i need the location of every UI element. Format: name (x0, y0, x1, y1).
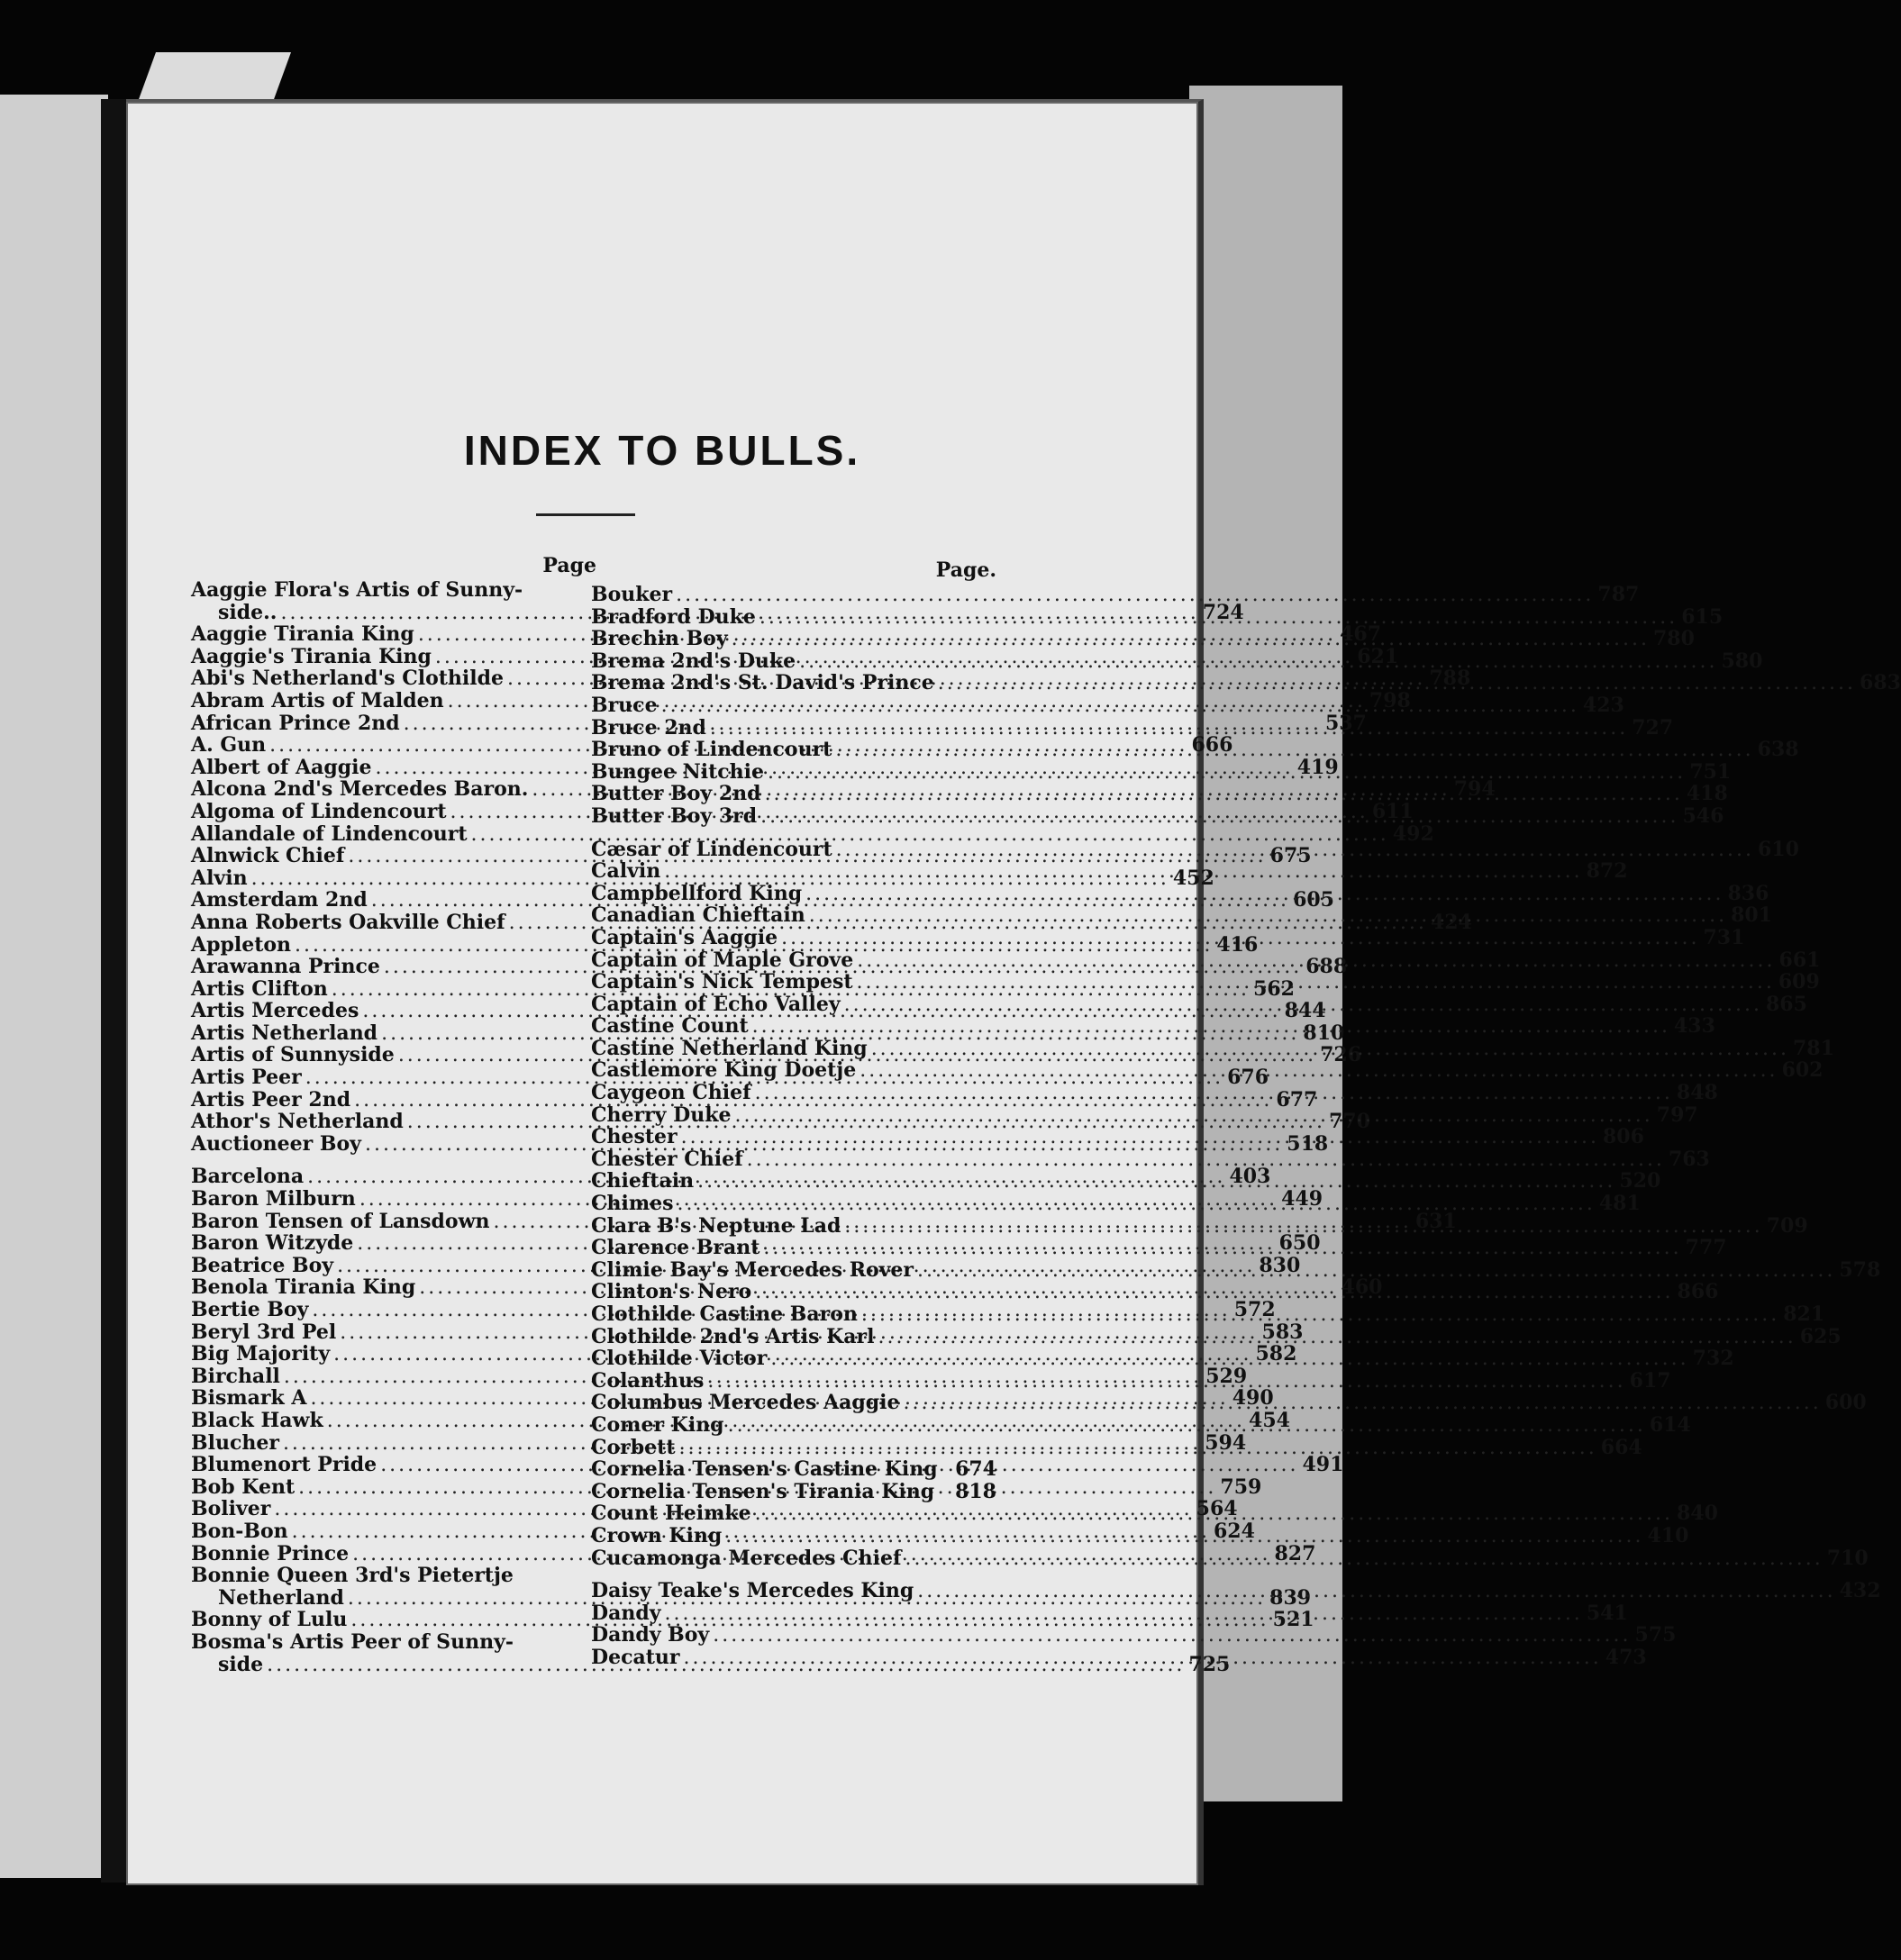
leader-dots (755, 1503, 1673, 1526)
entry-name: Alnwick Chief (191, 844, 345, 868)
leader-dots (760, 806, 1678, 829)
entry-name: Bouker (591, 583, 673, 606)
entry-page-number: 836 (1727, 881, 1769, 905)
entry-name: Bonnie Queen 3rd's Pietertje (191, 1564, 514, 1588)
entry-name: side.. (218, 600, 277, 624)
entry-page-number: 709 (1766, 1213, 1808, 1238)
entry-page-number: 675 (1269, 844, 1312, 868)
leader-dots (665, 1603, 1583, 1626)
leader-dots (707, 1371, 1625, 1393)
entry-name: Dandy Boy (591, 1623, 710, 1647)
entry-name: Artis Mercedes (191, 999, 359, 1023)
entry-name: Allandale of Lindencourt (191, 821, 468, 846)
index-entry (591, 1458, 996, 1481)
leader-dots (917, 1260, 1835, 1283)
leader-dots (770, 1348, 1688, 1371)
entry-page-number: 724 (1202, 600, 1244, 624)
entry-name: Chieftain (591, 1169, 695, 1193)
index-entry (191, 579, 596, 602)
entry-page-number: 473 (1605, 1645, 1647, 1669)
entry-name: Bon-Bon (191, 1519, 288, 1543)
entry-name: Auctioneer Boy (191, 1131, 361, 1156)
entry-page-number: 866 (1677, 1280, 1719, 1304)
index-entry (191, 1631, 596, 1654)
leader-dots (809, 905, 1727, 928)
leader-dots (683, 1647, 1601, 1670)
entry-page-number: 763 (1668, 1147, 1710, 1171)
leader-dots (734, 1105, 1652, 1128)
book-page (126, 99, 1901, 1885)
entry-page-number: 821 (1783, 1302, 1825, 1326)
entry-name: Birchall (191, 1364, 280, 1388)
leader-dots (860, 1060, 1778, 1083)
leader-dots (732, 629, 1650, 651)
entry-name: Climie Bay's Mercedes Rover (591, 1257, 914, 1282)
entry-name: Castlemore King Doetje (591, 1058, 857, 1083)
entry-name: Chimes (591, 1192, 674, 1216)
entry-name: Beryl 3rd Pel (191, 1320, 337, 1344)
leader-dots (917, 1581, 1835, 1603)
entry-page-number: 520 (1619, 1169, 1661, 1193)
leader-dots (747, 1149, 1665, 1172)
entry-name: Columbus Mercedes Aaggie (591, 1391, 900, 1415)
entry-page-number: 492 (1392, 821, 1434, 846)
leader-dots (844, 1216, 1762, 1239)
entry-name: Baron Witzyde (191, 1231, 354, 1256)
entry-name: Bruno of Lindencourt (591, 738, 832, 762)
entry-page-number: 518 (1287, 1131, 1329, 1156)
leader-dots (755, 1282, 1673, 1304)
leader-dots (661, 695, 1579, 718)
leader-dots (697, 1171, 1615, 1193)
entry-name: Aaggie's Tirania King (191, 644, 432, 668)
index-entry (591, 583, 1640, 606)
page-column-header: Page (542, 554, 596, 577)
entry-name: Alcona 2nd's Mercedes Baron. (191, 777, 529, 802)
entry-page-number: 617 (1629, 1368, 1671, 1393)
leader-dots (857, 972, 1775, 994)
entry-name: Chester (591, 1125, 678, 1149)
entry-page-number: 605 (1293, 888, 1334, 912)
entry-page-number: 661 (1778, 948, 1821, 972)
entry-name: Captain's Aaggie (591, 925, 778, 949)
leader-dots (676, 585, 1594, 607)
entry-page-number: 418 (1686, 782, 1728, 806)
entry-page-number: 731 (1703, 925, 1745, 949)
entry-name: Castine Count (591, 1014, 749, 1039)
entry-page-number: 611 (1371, 799, 1414, 823)
entry-page-number: 452 (1172, 866, 1214, 890)
leader-dots (678, 1438, 1596, 1460)
leader-dots (781, 928, 1699, 950)
entry-name: Bungee Nitchie (591, 759, 764, 784)
entry-name: Butter Boy 3rd (591, 803, 758, 828)
entry-name: Black Hawk (191, 1408, 323, 1432)
entry-page-number: 759 (1220, 1475, 1262, 1499)
entry-name: Cherry Duke (591, 1102, 732, 1127)
entry-name: Captain's Nick Tempest (591, 970, 853, 994)
entry-name: Amsterdam 2nd (191, 888, 368, 912)
entry-page-number: 806 (1602, 1125, 1644, 1149)
leader-dots (857, 950, 1775, 973)
entry-page-number: 575 (1634, 1623, 1677, 1647)
entry-page-number: 537 (1324, 711, 1367, 735)
entry-page-number: 725 (1188, 1652, 1231, 1676)
entry-page-number: 624 (1213, 1519, 1255, 1543)
entry-name: Cæsar of Lindencourt (591, 837, 832, 861)
entry-page-number: 780 (1652, 627, 1695, 651)
entry-page-number: 798 (1369, 688, 1411, 712)
entry-page-number: 621 (1357, 644, 1399, 668)
entry-name: Baron Tensen of Lansdown (191, 1209, 490, 1233)
entry-page-number: 777 (1685, 1236, 1727, 1260)
entry-name: Clothilde Castine Baron (591, 1302, 858, 1326)
entry-name: Calvin (591, 859, 661, 884)
entry-page-number: 650 (1278, 1231, 1321, 1256)
leader-dots (664, 861, 1582, 884)
leader-dots (903, 1393, 1821, 1415)
leader-dots (805, 884, 1724, 906)
entry-page-number: 410 (1647, 1523, 1689, 1547)
entry-name: Caygeon Chief (591, 1081, 751, 1105)
entry-name: Cornelia Tensen's Castine King (591, 1457, 938, 1482)
index-entry (591, 1623, 1677, 1647)
entry-name: Corbett (591, 1435, 676, 1459)
entry-name: Artis of Sunnyside (191, 1043, 395, 1067)
entry-page-number: 454 (1249, 1408, 1290, 1432)
entry-name: Clara B's Neptune Lad (591, 1213, 841, 1238)
entry-page-number: 433 (1673, 1014, 1715, 1039)
entry-name: Abi's Netherland's Clothilde (191, 667, 505, 691)
entry-page-number: 770 (1329, 1110, 1370, 1134)
entry-page-number: 625 (1799, 1324, 1842, 1348)
entry-name: Clothilde Victor (591, 1347, 768, 1371)
entry-page-number: 481 (1598, 1192, 1641, 1216)
entry-page-number: 676 (1227, 1066, 1269, 1090)
entry-page-number: 674 (955, 1457, 996, 1482)
entry-page-number: 818 (955, 1479, 996, 1503)
entry-page-number: 423 (1582, 693, 1624, 717)
entry-page-number: 666 (1191, 733, 1233, 758)
entry-page-number: 683 (1860, 671, 1901, 695)
entry-name: Brechin Boy (591, 627, 728, 651)
entry-page-number: 594 (1205, 1430, 1247, 1455)
entry-page-number: 546 (1682, 803, 1724, 828)
entry-name: Baron Milburn (191, 1187, 356, 1211)
entry-page-number: 416 (1216, 932, 1259, 957)
entry-page-number: 449 (1281, 1187, 1323, 1211)
leader-dots (728, 1415, 1646, 1438)
entry-page-number: 614 (1649, 1412, 1691, 1437)
entry-name: Bertie Boy (191, 1298, 309, 1321)
leader-dots (768, 762, 1686, 785)
entry-page-number: 424 (1430, 910, 1472, 934)
entry-page-number: 432 (1839, 1579, 1881, 1603)
entry-page-number: 562 (1253, 976, 1295, 1001)
entry-name: Netherland (218, 1585, 344, 1610)
entry-page-number: 580 (1721, 649, 1763, 673)
entry-name: Daisy Teake's Mercedes King (591, 1579, 914, 1603)
facing-page (0, 95, 108, 1878)
entry-name: Bob Kent (191, 1475, 296, 1499)
leader-dots (725, 1526, 1643, 1548)
entry-name: Benola Tirania King (191, 1275, 416, 1300)
entry-page-number: 564 (1196, 1497, 1238, 1521)
entry-name: Colanthus (591, 1368, 705, 1393)
entry-name: Dandy (591, 1601, 661, 1625)
leader-dots (844, 994, 1762, 1017)
entry-name: Clarence Brant (591, 1236, 760, 1260)
entry-name: Algoma of Lindencourt (191, 799, 447, 823)
entry-name: Big Majority (191, 1342, 331, 1366)
entry-name: Captain of Maple Grove (591, 948, 854, 972)
entry-page-number: 600 (1824, 1391, 1867, 1415)
entry-name: Brema 2nd's St. David's Prince (591, 671, 934, 695)
entry-page-number: 677 (1276, 1087, 1318, 1112)
entry-name: Blucher (191, 1430, 279, 1455)
entry-name: Count Heimke (591, 1502, 751, 1526)
leader-dots (710, 718, 1628, 740)
entry-name: side (218, 1652, 264, 1676)
leader-dots (763, 1238, 1681, 1260)
entry-page-number: 844 (1284, 999, 1326, 1023)
entry-name: African Prince 2nd (191, 711, 400, 735)
entry-page-number: 583 (1261, 1320, 1304, 1344)
leader-dots (836, 839, 1754, 862)
entry-name: Crown King (591, 1523, 723, 1547)
index-entry (591, 1481, 996, 1503)
entry-name: Arawanna Prince (191, 955, 380, 979)
page-title: INDEX TO BULLS. (463, 427, 861, 474)
entry-page-number: 609 (1778, 970, 1820, 994)
entry-page-number: 865 (1765, 992, 1807, 1016)
entry-name: Blumenort Pride (191, 1453, 377, 1477)
entry-page-number: 827 (1274, 1541, 1316, 1565)
entry-name: Appleton (191, 932, 292, 957)
entry-name: Clothilde 2nd's Artis Karl (591, 1324, 875, 1348)
leader-dots (759, 607, 1678, 630)
entry-page-number: 541 (1586, 1601, 1628, 1625)
entry-page-number: 582 (1255, 1342, 1297, 1366)
entry-page-number: 872 (1586, 859, 1628, 884)
leader-dots (861, 1304, 1779, 1327)
entry-name: Bosma's Artis Peer of Sunny- (191, 1629, 514, 1654)
leader-dots (799, 651, 1717, 674)
entry-name: Brema 2nd's Duke (591, 649, 796, 673)
entry-page-number: 610 (1757, 837, 1799, 861)
entry-name: Butter Boy 2nd (591, 782, 761, 806)
entry-page-number: 781 (1793, 1036, 1834, 1060)
entry-name: Alvin (191, 866, 248, 890)
entry-name: Artis Clifton (191, 976, 328, 1001)
leader-dots (835, 740, 1753, 762)
entry-page-number: 572 (1233, 1298, 1276, 1321)
entry-page-number: 419 (1296, 755, 1339, 779)
index-entry (591, 1147, 1710, 1171)
entry-page-number: 490 (1232, 1386, 1274, 1411)
entry-page-number: 688 (1305, 955, 1348, 979)
leader-dots (678, 1193, 1596, 1216)
entry-page-number: 631 (1414, 1209, 1457, 1233)
entry-name: Albert of Aaggie (191, 755, 372, 779)
entry-page-number: 797 (1656, 1102, 1698, 1127)
entry-name: Captain of Echo Valley (591, 992, 841, 1016)
entry-name: Anna Roberts Oakville Chief (191, 910, 505, 934)
entry-name: Artis Peer (191, 1066, 302, 1090)
entry-page-number: 810 (1303, 1021, 1345, 1045)
entry-name: Chester Chief (591, 1147, 743, 1171)
entry-name: Canadian Chieftain (591, 903, 805, 928)
entry-page-number: 615 (1681, 604, 1724, 629)
entry-name: Artis Peer 2nd (191, 1087, 351, 1112)
entry-name: Cucamonga Mercedes Chief (591, 1546, 902, 1570)
entry-page-number: 848 (1676, 1081, 1718, 1105)
leader-dots (871, 1039, 1789, 1061)
entry-name: Aaggie Flora's Artis of Sunny- (191, 578, 523, 602)
entry-page-number: 801 (1731, 903, 1773, 928)
entry-page-number: 839 (1269, 1585, 1312, 1610)
entry-name: Decatur (591, 1645, 680, 1669)
entry-page-number: 521 (1272, 1608, 1314, 1632)
entry-name: Bismark A (191, 1386, 307, 1411)
entry-page-number: 529 (1205, 1364, 1248, 1388)
entry-name: Bruce (591, 693, 658, 717)
entry-name: Bonnie Prince (191, 1541, 350, 1565)
entry-name: Bonny of Lulu (191, 1608, 348, 1632)
entry-name: Beatrice Boy (191, 1253, 334, 1277)
leader-dots (713, 1625, 1631, 1647)
entry-name: Barcelona (191, 1165, 305, 1189)
entry-page-number: 726 (1320, 1043, 1362, 1067)
leader-dots (681, 1127, 1599, 1149)
entry-page-number: 830 (1259, 1253, 1301, 1277)
entry-page-number: 794 (1453, 777, 1496, 802)
entry-name: Boliver (191, 1497, 271, 1521)
leader-dots (755, 1083, 1673, 1105)
entry-page-number: 751 (1689, 759, 1732, 784)
entry-name: A. Gun (191, 733, 267, 758)
leader-dots (938, 673, 1856, 695)
entry-name: Artis Netherland (191, 1021, 378, 1045)
entry-page-number: 727 (1632, 715, 1674, 740)
index-entry (191, 1565, 596, 1587)
leader-dots (905, 1548, 1823, 1571)
leader-dots (765, 784, 1683, 806)
entry-page-number: 664 (1600, 1435, 1642, 1459)
index-entry (191, 821, 1434, 846)
entry-page-number: 788 (1429, 667, 1471, 691)
leader-dots (752, 1016, 1670, 1039)
entry-name: Campbellford King (591, 881, 803, 905)
entry-name: Aaggie Tirania King (191, 622, 414, 647)
entry-name: Athor's Netherland (191, 1110, 404, 1134)
entry-name: Bruce 2nd (591, 715, 706, 740)
leader-dots (878, 1327, 1796, 1349)
title-divider (536, 513, 635, 516)
entry-page-number: 710 (1826, 1546, 1869, 1570)
entry-page-number: 467 (1340, 622, 1382, 647)
entry-name: Abram Artis of Malden (191, 688, 444, 712)
entry-name: Comer King (591, 1412, 724, 1437)
entry-name: Bradford Duke (591, 604, 756, 629)
entry-page-number: 578 (1839, 1257, 1881, 1282)
entry-page-number: 602 (1781, 1058, 1824, 1083)
entry-name: Cornelia Tensen's Tirania King (591, 1479, 935, 1503)
entry-page-number: 460 (1341, 1275, 1383, 1300)
entry-name: Castine Netherland King (591, 1036, 868, 1060)
entry-page-number: 732 (1692, 1347, 1734, 1371)
entry-page-number: 491 (1302, 1453, 1344, 1477)
entry-page-number: 403 (1229, 1165, 1271, 1189)
page-corner-tab (138, 52, 291, 102)
entry-name: Clinton's Nero (591, 1280, 752, 1304)
page-column-header: Page. (935, 558, 996, 582)
entry-page-number: 840 (1676, 1502, 1718, 1526)
entry-page-number: 638 (1757, 738, 1799, 762)
entry-page-number: 787 (1597, 583, 1640, 606)
